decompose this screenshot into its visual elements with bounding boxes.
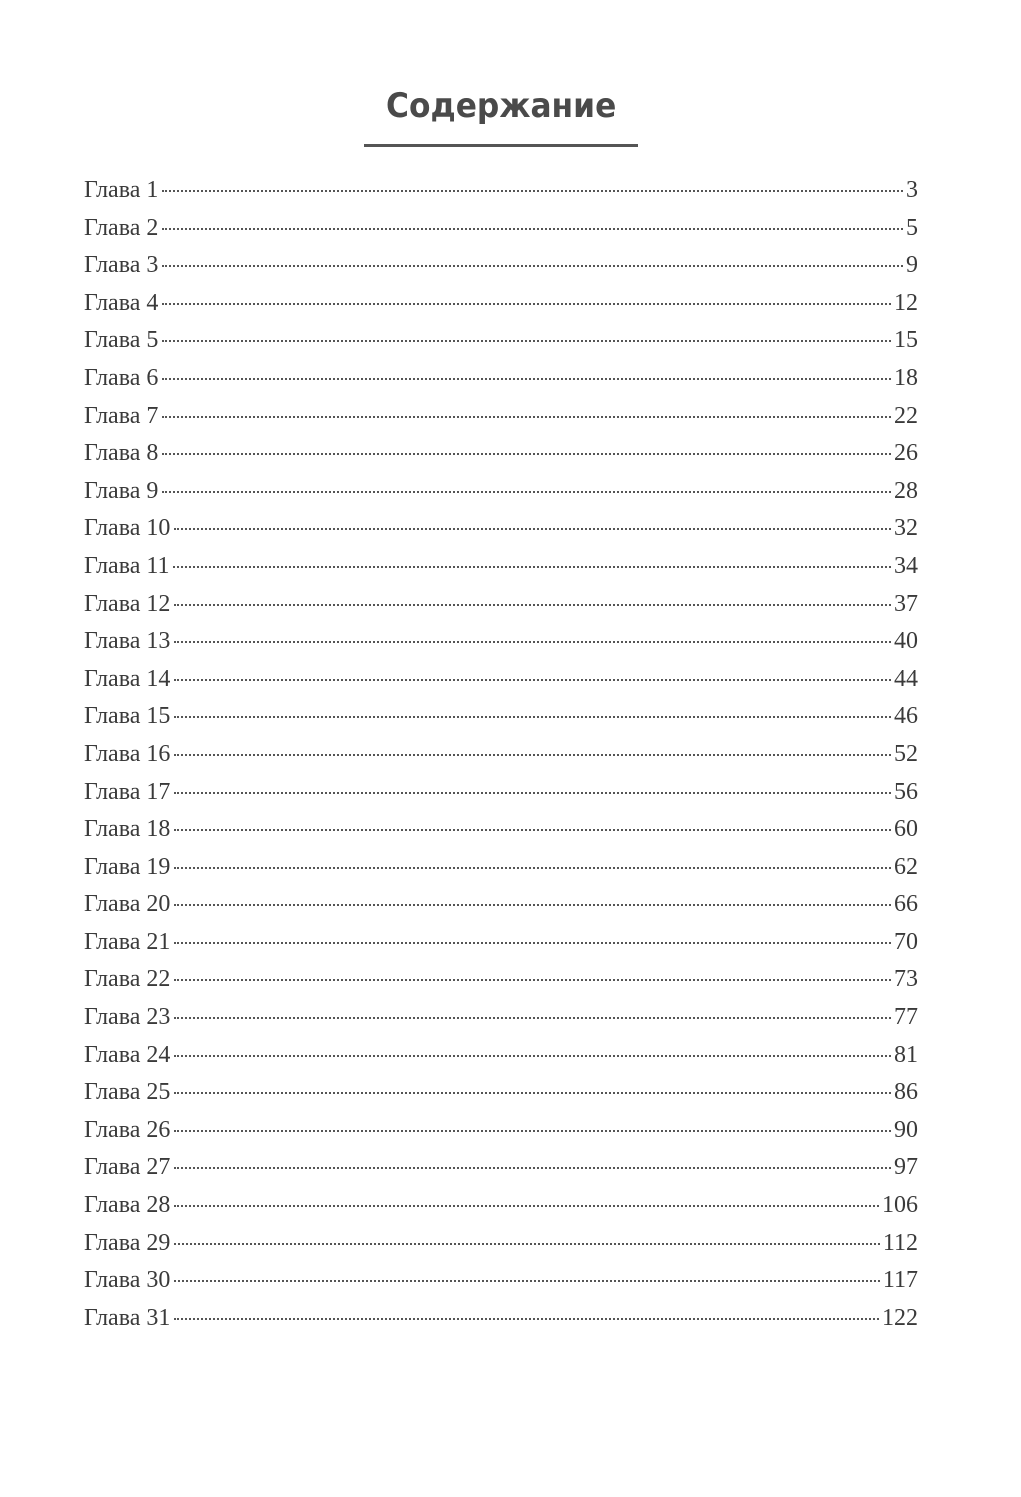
toc-entry xyxy=(84,849,918,887)
toc-dot-leader xyxy=(162,265,903,267)
toc-entry-page: 26 xyxy=(894,440,918,467)
toc-entry-label: Глава 4 xyxy=(84,289,159,316)
toc-dot-leader xyxy=(162,303,891,305)
toc-entry-page: 22 xyxy=(894,402,918,429)
toc-entry xyxy=(84,398,918,436)
toc-dot-leader xyxy=(174,1280,880,1282)
toc-entry-label: Глава 1 xyxy=(84,177,159,203)
toc-entry xyxy=(84,322,918,360)
toc-dot-leader xyxy=(174,792,891,794)
toc-dot-leader xyxy=(162,453,891,455)
toc-entry xyxy=(84,661,918,699)
toc-entry xyxy=(84,473,918,511)
toc-entry-page: 46 xyxy=(894,703,918,730)
toc-entry-page: 90 xyxy=(894,1116,918,1143)
toc-entry xyxy=(84,247,918,285)
toc-entry xyxy=(84,1037,918,1075)
toc-entry-page: 117 xyxy=(882,1267,918,1294)
toc-entry-label: Глава 23 xyxy=(84,1004,171,1031)
toc-entry-label: Глава 18 xyxy=(84,816,171,843)
toc-entry xyxy=(84,1300,918,1338)
toc-entry-label: Глава 22 xyxy=(84,966,171,993)
toc-entry-page: 70 xyxy=(894,928,918,955)
toc-entry-page: 62 xyxy=(894,853,918,880)
toc-entry xyxy=(84,285,918,323)
toc-dot-leader xyxy=(162,340,891,342)
toc-entry-page: 40 xyxy=(894,628,918,655)
toc-dot-leader xyxy=(162,491,891,493)
toc-list xyxy=(84,172,918,1337)
toc-dot-leader xyxy=(174,867,891,869)
toc-dot-leader xyxy=(174,979,891,981)
toc-entry-label: Глава 12 xyxy=(84,590,171,617)
toc-entry-label: Глава 31 xyxy=(84,1304,171,1331)
toc-entry-page: 15 xyxy=(894,327,918,354)
toc-entry-label: Глава 27 xyxy=(84,1154,171,1181)
toc-heading xyxy=(0,86,1002,126)
toc-entry-label: Глава 21 xyxy=(84,928,171,955)
toc-entry-label: Глава 13 xyxy=(84,628,171,655)
toc-entry-label: Глава 7 xyxy=(84,402,159,429)
toc-entry-label: Глава 5 xyxy=(84,327,159,354)
toc-entry-page: 56 xyxy=(894,778,918,805)
toc-dot-leader xyxy=(174,1243,880,1245)
toc-entry xyxy=(84,1149,918,1187)
toc-entry xyxy=(84,172,918,210)
toc-entry xyxy=(84,698,918,736)
heading-underline xyxy=(364,144,638,147)
toc-entry-label: Глава 15 xyxy=(84,703,171,730)
toc-entry-label: Глава 11 xyxy=(84,552,170,579)
toc-entry-page: 66 xyxy=(894,891,918,918)
toc-entry-page: 122 xyxy=(882,1304,918,1331)
toc-entry-page: 73 xyxy=(894,966,918,993)
toc-dot-leader xyxy=(174,1167,891,1169)
toc-entry xyxy=(84,1187,918,1225)
toc-entry-label: Глава 26 xyxy=(84,1116,171,1143)
toc-entry-label: Глава 14 xyxy=(84,665,171,692)
toc-entry-page: 44 xyxy=(894,665,918,692)
toc-entry xyxy=(84,1112,918,1150)
toc-entry-page: 97 xyxy=(894,1154,918,1181)
toc-dot-leader xyxy=(174,1130,891,1132)
toc-dot-leader xyxy=(174,604,891,606)
toc-entry-label: Глава 19 xyxy=(84,853,171,880)
toc-entry xyxy=(84,1074,918,1112)
toc-entry xyxy=(84,886,918,924)
toc-entry-page: 52 xyxy=(894,740,918,767)
toc-entry-page: 12 xyxy=(894,289,918,316)
toc-entry-page: 81 xyxy=(894,1041,918,1068)
toc-dot-leader xyxy=(174,1318,879,1320)
toc-dot-leader xyxy=(174,1055,891,1057)
toc-entry-label: Глава 29 xyxy=(84,1229,171,1256)
toc-dot-leader xyxy=(174,754,891,756)
toc-title: Содержание xyxy=(385,86,617,126)
toc-dot-leader xyxy=(173,566,891,568)
toc-entry-page: 60 xyxy=(894,816,918,843)
toc-entry-label: Глава 30 xyxy=(84,1267,171,1294)
toc-entry-label: Глава 10 xyxy=(84,515,171,542)
toc-entry xyxy=(84,961,918,999)
toc-entry xyxy=(84,510,918,548)
toc-entry xyxy=(84,1262,918,1300)
toc-entry-label: Глава 16 xyxy=(84,740,171,767)
toc-entry-label: Глава 25 xyxy=(84,1079,171,1106)
toc-dot-leader xyxy=(162,378,891,380)
toc-entry xyxy=(84,774,918,812)
toc-dot-leader xyxy=(174,1017,891,1019)
toc-dot-leader xyxy=(162,416,891,418)
toc-entry-page: 37 xyxy=(894,590,918,617)
toc-entry-label: Глава 17 xyxy=(84,778,171,805)
toc-entry-page: 18 xyxy=(894,364,918,391)
toc-dot-leader xyxy=(174,716,891,718)
toc-entry xyxy=(84,210,918,248)
toc-entry xyxy=(84,360,918,398)
toc-dot-leader xyxy=(174,641,891,643)
toc-entry xyxy=(84,623,918,661)
toc-entry xyxy=(84,586,918,624)
toc-entry-page: 106 xyxy=(882,1192,918,1219)
toc-entry-page: 86 xyxy=(894,1079,918,1106)
toc-entry xyxy=(84,736,918,774)
toc-entry-page: 32 xyxy=(894,515,918,542)
toc-entry-page: 112 xyxy=(882,1229,918,1256)
toc-dot-leader xyxy=(174,528,891,530)
toc-entry-page: 3 xyxy=(906,177,918,203)
toc-entry-label: Глава 24 xyxy=(84,1041,171,1068)
toc-entry-label: Глава 28 xyxy=(84,1192,171,1219)
toc-entry-page: 34 xyxy=(894,552,918,579)
toc-entry xyxy=(84,1225,918,1263)
toc-entry xyxy=(84,811,918,849)
toc-entry xyxy=(84,548,918,586)
toc-dot-leader xyxy=(174,942,891,944)
toc-dot-leader xyxy=(174,679,891,681)
toc-entry-page: 5 xyxy=(906,214,918,241)
toc-dot-leader xyxy=(162,228,903,230)
toc-dot-leader xyxy=(174,829,891,831)
toc-entry-page: 77 xyxy=(894,1004,918,1031)
toc-dot-leader xyxy=(174,1205,879,1207)
toc-entry xyxy=(84,924,918,962)
toc-entry xyxy=(84,435,918,473)
toc-dot-leader xyxy=(174,904,891,906)
toc-entry-page: 28 xyxy=(894,477,918,504)
toc-entry xyxy=(84,999,918,1037)
toc-dot-leader xyxy=(174,1092,891,1094)
toc-entry-label: Глава 6 xyxy=(84,364,159,391)
toc-entry-label: Глава 20 xyxy=(84,891,171,918)
toc-dot-leader xyxy=(162,190,903,192)
toc-entry-label: Глава 2 xyxy=(84,214,159,241)
toc-entry-label: Глава 3 xyxy=(84,252,159,279)
toc-entry-page: 9 xyxy=(906,252,918,279)
toc-entry-label: Глава 9 xyxy=(84,477,159,504)
toc-entry-label: Глава 8 xyxy=(84,440,159,467)
